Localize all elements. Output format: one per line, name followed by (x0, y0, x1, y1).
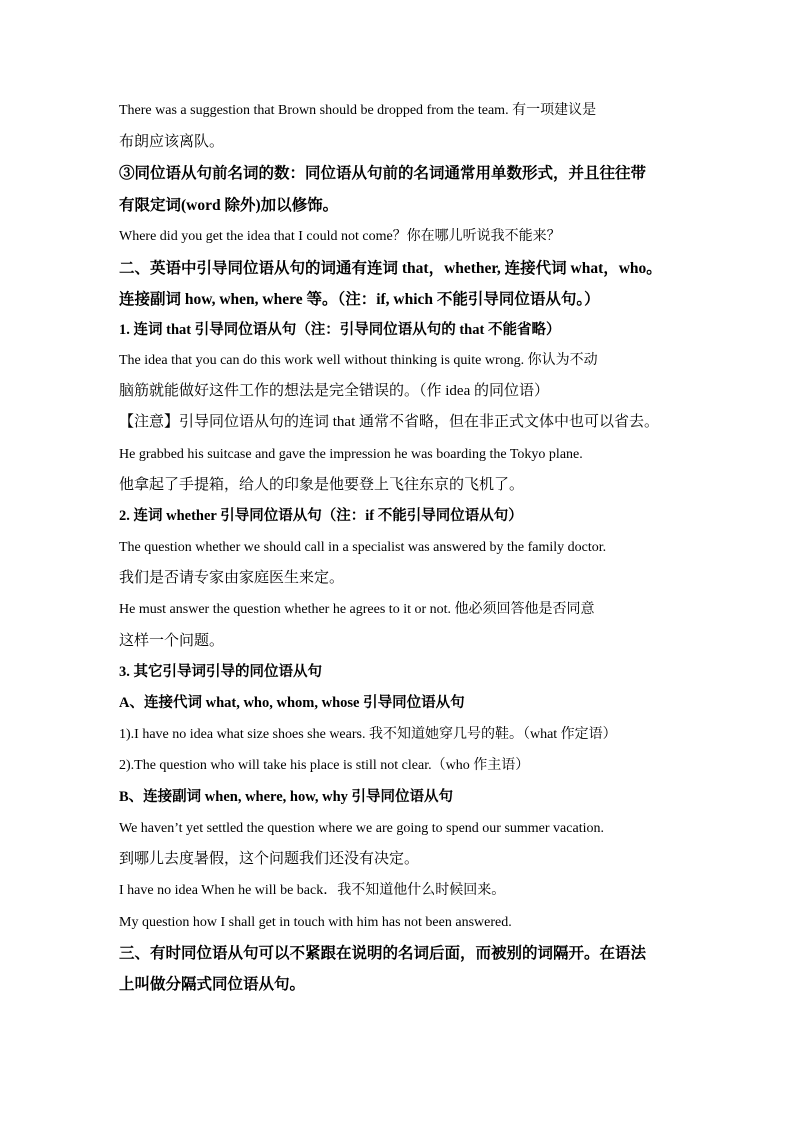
translation-vacation: 到哪儿去度暑假，这个问题我们还没有决定。 (119, 851, 420, 867)
subheading-pronouns: A、连接代词 what, who, whom, whose 引导同位语从句 (119, 695, 465, 711)
section-three-heading-cont: 上叫做分隔式同位语从句。 (119, 976, 306, 993)
example-suggestion: There was a suggestion that Brown should be dropped from the team. 有一项建议是 (119, 103, 597, 118)
translation-agrees: 这样一个问题。 (119, 633, 225, 649)
example-specialist: The question whether we should call in a specialist was answered by the family doctor. (119, 540, 607, 555)
example-vacation: We haven’t yet settled the question where we are going to spend our summer vacation. (119, 821, 604, 836)
subheading-whether: 2. 连词 whether 引导同位语从句（注：if 不能引导同位语从句） (119, 508, 523, 524)
section-two-heading-cont: 连接副词 how, when, where 等。（注：if, which 不能引导同位语从句。） (119, 291, 600, 308)
example-place: 2).The question who will take his place is still not clear.（who 作主语） (119, 758, 530, 773)
translation-suggestion: 布朗应该离队。 (119, 134, 225, 150)
example-idea-thinking: The idea that you can do this work well without thinking is quite wrong. 你认为不动 (119, 353, 598, 368)
rule-noun-number-cont: 有限定词(word 除外)加以修饰。 (119, 197, 339, 214)
subheading-other-introducers: 3. 其它引导词引导的同位语从句 (119, 664, 322, 680)
section-three-heading: 三、有时同位语从句可以不紧跟在说明的名词后面，而被别的词隔开。在语法 (119, 945, 647, 962)
example-shoes: 1).I have no idea what size shoes she wears. 我不知道她穿几号的鞋。（what 作定语） (119, 727, 617, 742)
translation-idea-thinking: 脑筋就能做好这件工作的想法是完全错误的。（作 idea 的同位语） (119, 383, 549, 399)
example-suitcase: He grabbed his suitcase and gave the impression he was boarding the Tokyo plane. (119, 447, 583, 462)
subheading-that: 1. 连词 that 引导同位语从句（注：引导同位语从句的 that 不能省略） (119, 322, 561, 338)
example-agrees: He must answer the question whether he agrees to it or not. 他必须回答他是否同意 (119, 602, 595, 617)
example-touch: My question how I shall get in touch with him has not been answered. (119, 915, 512, 930)
example-back: I have no idea When he will be back．我不知道他什么时候回来。 (119, 883, 506, 898)
translation-specialist: 我们是否请专家由家庭医生来定。 (119, 570, 345, 586)
section-two-heading: 二、英语中引导同位语从句的词通有连词 that，whether, 连接代词 what，who。 (119, 260, 662, 277)
translation-suitcase: 他拿起了手提箱，给人的印象是他要登上飞往东京的飞机了。 (119, 477, 525, 493)
rule-noun-number: ③同位语从句前名词的数：同位语从句前的名词通常用单数形式，并且往往带 (119, 165, 647, 182)
subheading-adverbs: B、连接副词 when, where, how, why 引导同位语从句 (119, 789, 454, 805)
note-that-omission: 【注意】引导同位语从句的连词 that 通常不省略，但在非正式文体中也可以省去。 (119, 414, 659, 430)
example-idea: Where did you get the idea that I could not come？你在哪儿听说我不能来？ (119, 229, 561, 244)
